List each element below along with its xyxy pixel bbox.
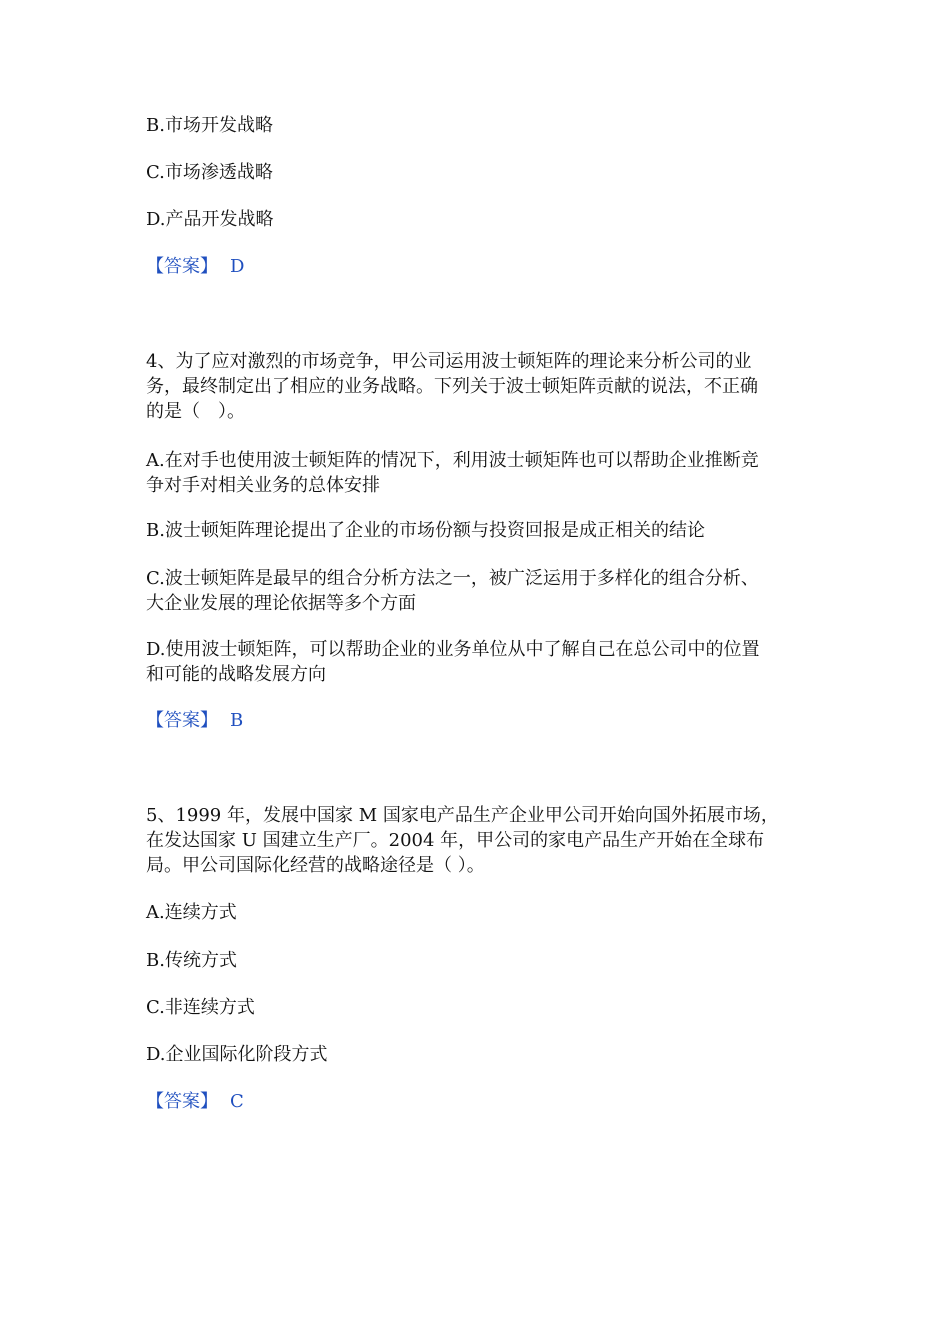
- q5-answer: [146, 1089, 244, 1115]
- q4-option-a-line-1: A.在对手也使用波士顿矩阵的情况下，利用波士顿矩阵也可以帮助企业推断竞: [146, 450, 759, 471]
- answer-label: 【答案】: [146, 256, 218, 277]
- q5-stem-line-3: 局。甲公司国际化经营的战略途径是（ ）。: [146, 855, 485, 876]
- q5-option-a: A.连续方式: [146, 902, 237, 923]
- q5-option-d: D.企业国际化阶段方式: [146, 1044, 328, 1065]
- q4-stem-line-3: 的是（ ）。: [146, 401, 245, 422]
- q4-option-c-line-1: C.波士顿矩阵是最早的组合分析方法之一，被广泛运用于多样化的组合分析、: [146, 568, 759, 589]
- q3-answer: [146, 254, 244, 280]
- answer-value: C: [230, 1091, 244, 1112]
- q5-option-b: B.传统方式: [146, 950, 237, 971]
- answer-label: 【答案】: [146, 1091, 218, 1112]
- q4-option-b: B.波士顿矩阵理论提出了企业的市场份额与投资回报是成正相关的结论: [146, 520, 705, 541]
- q3-option-d: D.产品开发战略: [146, 209, 274, 230]
- q4-stem-line-1: 4、为了应对激烈的市场竞争，甲公司运用波士顿矩阵的理论来分析公司的业: [146, 351, 752, 372]
- answer-value: B: [230, 710, 244, 731]
- q5-stem-line-2: 在发达国家 U 国建立生产厂。2004 年，甲公司的家电产品生产开始在全球布: [146, 830, 765, 851]
- answer-label: 【答案】: [146, 710, 218, 731]
- q5-option-c: C.非连续方式: [146, 997, 255, 1018]
- q4-option-d-line-1: D.使用波士顿矩阵，可以帮助企业的业务单位从中了解自己在总公司中的位置: [146, 639, 760, 660]
- answer-value: D: [230, 256, 245, 277]
- q4-stem-line-2: 务，最终制定出了相应的业务战略。下列关于波士顿矩阵贡献的说法，不正确: [146, 376, 758, 397]
- q4-answer: [146, 708, 243, 734]
- q4-option-d-line-2: 和可能的战略发展方向: [146, 664, 326, 685]
- q4-option-c-line-2: 大企业发展的理论依据等多个方面: [146, 593, 416, 614]
- q3-option-c: C.市场渗透战略: [146, 162, 273, 183]
- q5-stem-line-1: 5、1999 年，发展中国家 M 国家电产品生产企业甲公司开始向国外拓展市场，: [146, 805, 779, 826]
- q3-option-b: B.市场开发战略: [146, 115, 273, 136]
- q4-option-a-line-2: 争对手对相关业务的总体安排: [146, 475, 380, 496]
